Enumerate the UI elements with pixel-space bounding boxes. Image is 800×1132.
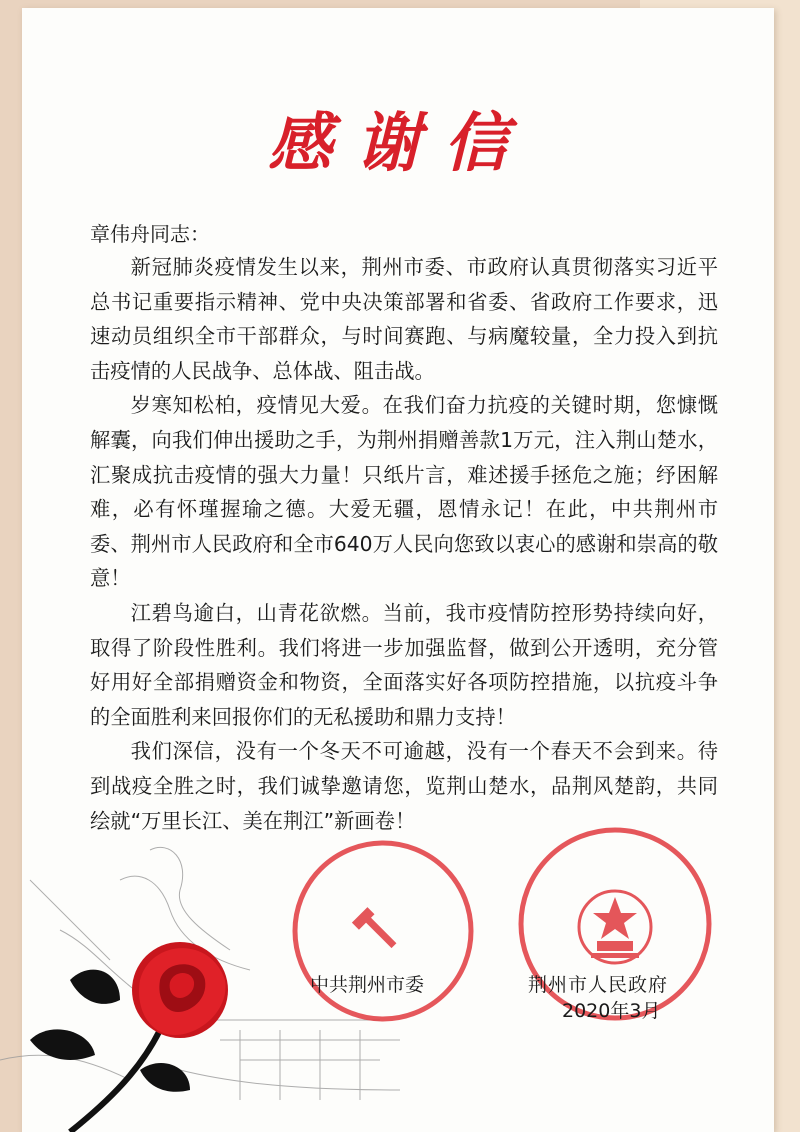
hammer-sickle-icon [352, 907, 401, 964]
paragraph-2: 岁寒知松柏，疫情见大爱。在我们奋力抗疫的关键时期，您慷慨解囊，向我们伸出援助之手，为荆州捐赠善款1万元，注入荆山楚水，汇聚成抗击疫情的强大力量！只纸片言，难述援手拯危之施；纾困解难，必有怀瑾握瑜之德。大爱无疆，恩情永记！在此，中共荆州市委、荆州市人民政府和全市640万人民向您致以衷心的感谢和崇高的敬意！ [90, 393, 718, 591]
national-emblem-icon [579, 891, 651, 963]
paragraph-3: 江碧鸟逾白，山青花欲燃。当前，我市疫情防控形势持续向好，取得了阶段性胜利。我们将进一步加强监督，做到公开透明，充分管好用好全部捐赠资金和物资，全面落实好各项防控措施，以抗疫斗争的全面胜利来回报你们的无私援助和鼎力支持！ [90, 600, 718, 729]
salutation: 章伟舟同志： [90, 222, 210, 246]
letter-date: 2020年3月 [562, 1000, 661, 1022]
signature-party: 中共荆州市委 [310, 974, 425, 996]
signature-government: 荆州市人民政府 [528, 974, 669, 996]
paragraph-1: 新冠肺炎疫情发生以来，荆州市委、市政府认真贯彻落实习近平总书记重要指示精神、党中央决策部署和省委、省政府工作要求，迅速动员组织全市干部群众，与时间赛跑、与病魔较量，全力投入到抗击疫情的人民战争、总体战、阻击战。 [90, 255, 718, 383]
letter-title: 感谢信 [268, 106, 532, 181]
paragraph-4: 我们深信，没有一个冬天不可逾越，没有一个春天不会到来。待到战疫全胜之时，我们诚挚邀请您，览荆山楚水，品荆风楚韵，共同绘就“万里长江、美在荆江”新画卷！ [90, 739, 718, 833]
letter-body [90, 250, 718, 838]
